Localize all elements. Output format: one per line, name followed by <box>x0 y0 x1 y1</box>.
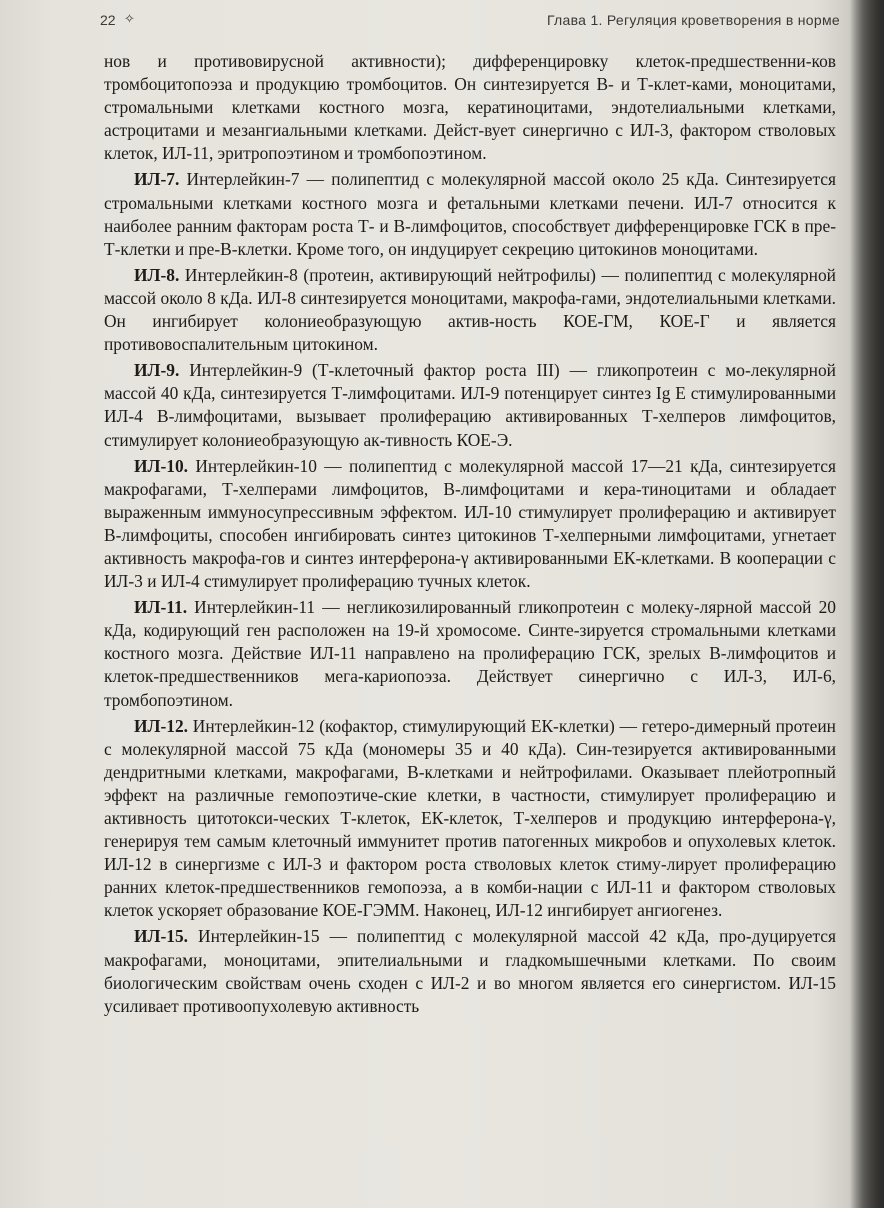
paragraph-text: Интерлейкин-15 — полипептид с молекулярной массой 42 кДа, про-дуцируется макрофагами, моноцитами, эпителиальными и гладкомышечными клетками. По своим биологическим свойствам очень сходен с ИЛ-2 и во многом является его синергистом. ИЛ-15 усиливает противоопухолевую активность <box>104 926 836 1016</box>
page-header <box>100 8 840 32</box>
page-number: 22 <box>100 12 116 28</box>
page-edge-shadow <box>850 0 884 1208</box>
paragraph-text: Интерлейкин-11 — негликозилированный гликопротеин с молеку-лярной массой 20 кДа, кодирующий ген расположен на 19-й хромосоме. Синте-зируется стромальными клетками костного мозга. Действие ИЛ-11 направлено на пролиферацию ГСК, зрелых В-лимфоцитов и клеток-предшественников мега-кариопоэза. Действует синергично с ИЛ-3, ИЛ-6, тромбопоэтином. <box>104 597 836 710</box>
ornament-icon: ✧ <box>124 11 135 26</box>
body-text <box>104 50 836 1018</box>
paragraph-text: Интерлейкин-9 (Т-клеточный фактор роста III) — гликопротеин с мо-лекулярной массой 40 кДа, синтезируется Т-лимфоцитами. ИЛ-9 потенцирует синтез Ig E стимулированными ИЛ-4 В-лимфоцитами, вызывает пролиферацию активированных Т-хелперов лимфоцитов, стимулирует колониеобразующую ак-тивность КОЕ-Э. <box>104 360 836 450</box>
paragraph-il7 <box>104 168 836 260</box>
paragraph-il8 <box>104 264 836 356</box>
term-il11: ИЛ-11. <box>134 597 188 618</box>
paragraph-text: Интерлейкин-12 (кофактор, стимулирующий ЕК-клетки) — гетеро-димерный протеин с молекулярной массой 75 кДа (мономеры 35 и 40 кДа). Син-тезируется активированными дендритными клетками, макрофагами, В-клетками и нейтрофилами. Оказывает плейотропный эффект на различные гемопоэтиче-ские клетки, в частности, стимулирует пролиферацию и активность цитотокси-ческих Т-клеток, ЕК-клеток, Т-хелперов и продукцию интерферона-γ, генерируя тем самым клеточный иммунитет против патогенных микробов и опухолевых клеток. ИЛ-12 в синергизме с ИЛ-3 и фактором роста стволовых клеток стиму-лирует пролиферацию ранних клеток-предшественников гемопоэза, а в комби-нации с ИЛ-11 и фактором стволовых клеток ускоряет образование КОЕ-ГЭММ. Наконец, ИЛ-12 ингибирует ангиогенез. <box>104 715 836 921</box>
paragraph-il12 <box>104 715 836 923</box>
term-il10: ИЛ-10. <box>134 455 189 476</box>
paragraph-il10 <box>104 455 836 594</box>
term-il12: ИЛ-12. <box>134 715 189 736</box>
paragraph-il11 <box>104 596 836 711</box>
term-il8: ИЛ-8. <box>134 264 180 285</box>
paragraph-continuation <box>104 50 836 165</box>
running-head: Глава 1. Регуляция кроветворения в норме <box>546 12 840 28</box>
paragraph-text: Интерлейкин-10 — полипептид с молекулярной массой 17—21 кДа, синтезируется макрофагами, Т-хелперами лимфоцитов, В-лимфоцитами и кера-тиноцитами и обладает выраженным иммуносупрессивным эффектом. ИЛ-10 стимулирует пролиферацию и активирует В-лимфоциты, способен ингибировать синтез цитокинов Т-хелперными лимфоцитами, угнетает активность макрофа-гов и синтез интерферона-γ активированными ЕК-клетками. В кооперации с ИЛ-3 и ИЛ-4 стимулирует пролиферацию тучных клеток. <box>104 455 836 592</box>
paragraph-text: Интерлейкин-8 (протеин, активирующий нейтрофилы) — полипептид с молекулярной массой около 8 кДа. ИЛ-8 синтезируется моноцитами, макрофа-гами, эндотелиальными клетками. Он ингибирует колониеобразующую актив-ность КОЕ-ГМ, КОЕ-Г и является противовоспалительным цитокином. <box>104 264 836 355</box>
term-il9: ИЛ-9. <box>134 360 180 381</box>
term-il7: ИЛ-7. <box>134 169 180 190</box>
term-il15: ИЛ-15. <box>134 926 189 947</box>
paragraph-il9 <box>104 359 836 451</box>
paragraph-text: Интерлейкин-7 — полипептид с молекулярной массой около 25 кДа. Синтезируется стромальными клетками костного мозга и фетальными клетками печени. ИЛ-7 относится к наиболее ранним факторам роста Т- и В-лимфоцитов, способствует дифференцировке ГСК в пре-Т-клетки и пре-В-клетки. Кроме того, он индуцирует секрецию цитокинов моноцитами. <box>104 169 836 259</box>
paragraph-il15 <box>104 925 836 1017</box>
paragraph-text: нов и противовирусной активности); дифференцировку клеток-предшественни-ков тромбоцитопоэза и продукцию тромбоцитов. Он синтезируется В- и Т-клет-ками, моноцитами, стромальными клетками костного мозга, кератиноцитами, эндотелиальными клетками, астроцитами и мезангиальными клетками. Дейст-вует синергично с ИЛ-3, фактором стволовых клеток, ИЛ-11, эритропоэтином и тромбопоэтином. <box>104 51 836 164</box>
